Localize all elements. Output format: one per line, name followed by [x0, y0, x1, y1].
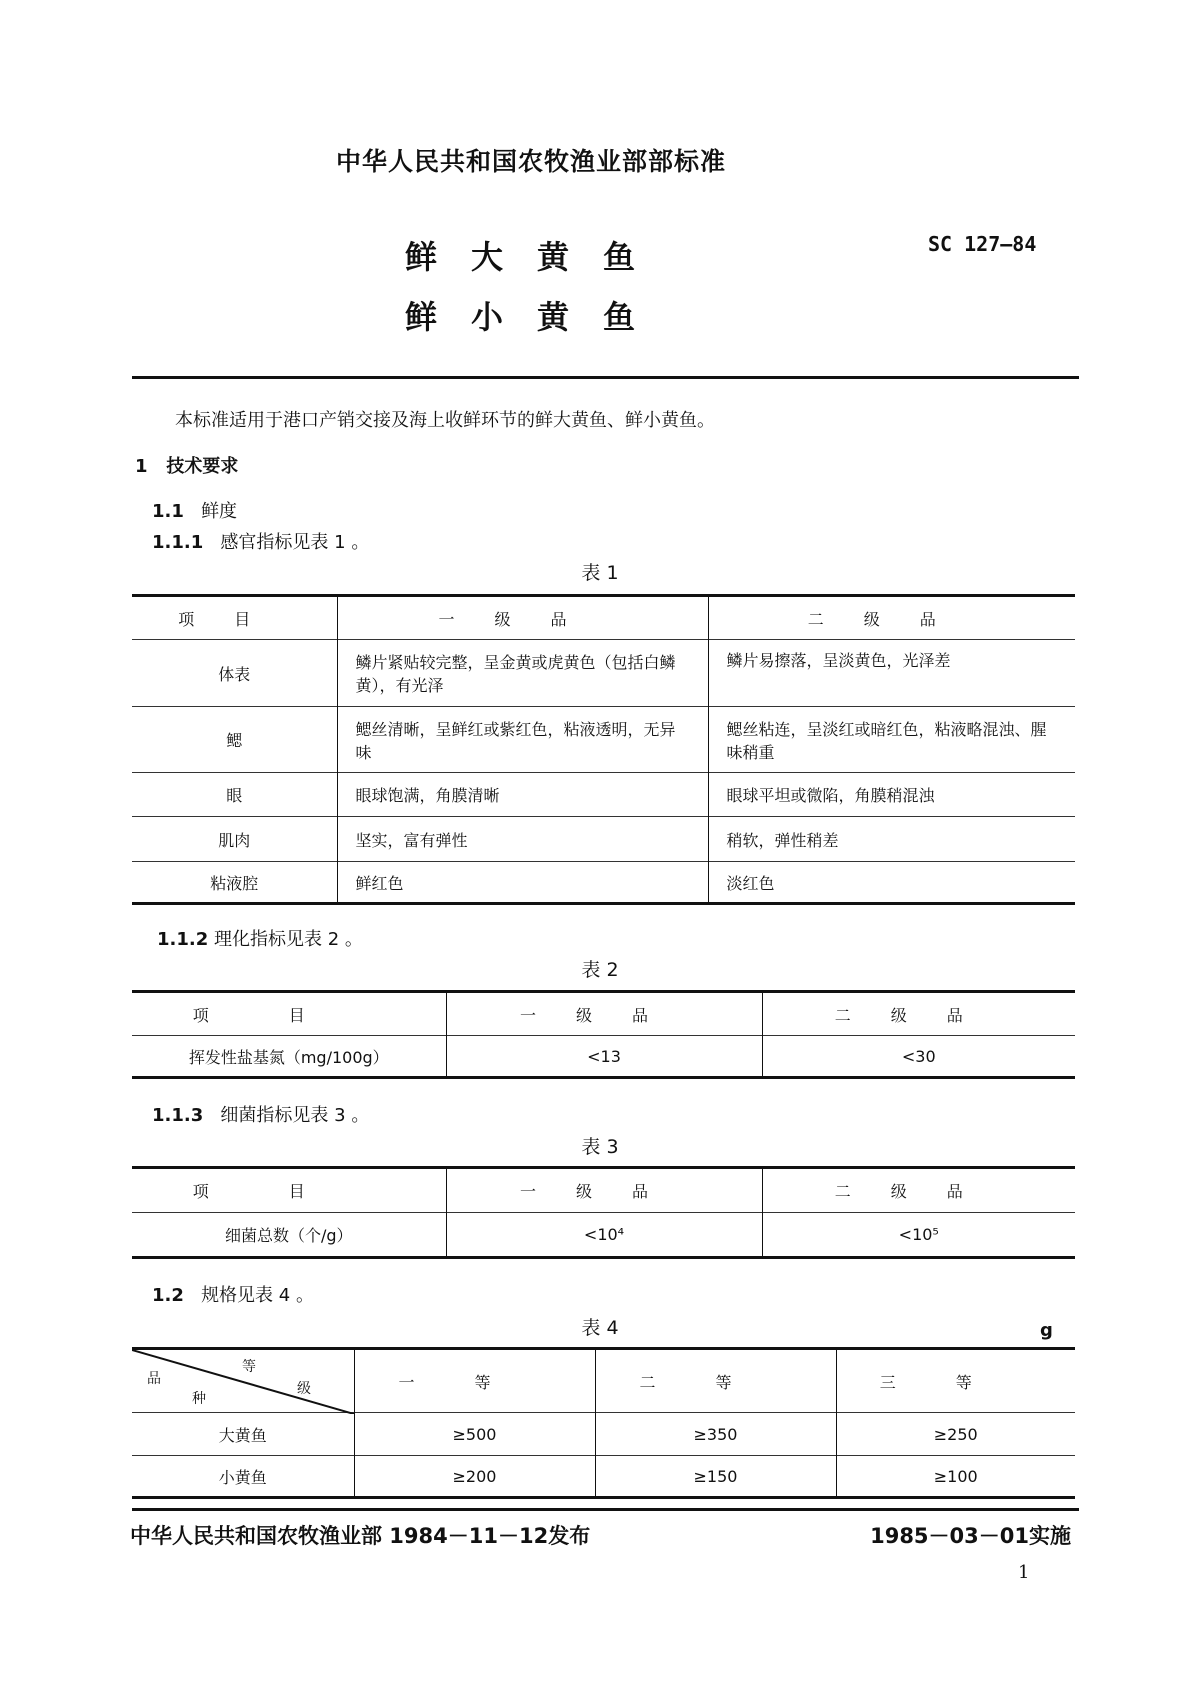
cell: <30 [762, 1036, 1075, 1078]
cell: 挥发性盐基氮（mg/100g） [188, 1047, 389, 1067]
col-header: 项目 [192, 1005, 385, 1025]
table-row [132, 1413, 1075, 1456]
intro-paragraph: 本标准适用于港口产销交接及海上收鲜环节的鲜大黄鱼、鲜小黄鱼。 [175, 410, 715, 431]
cell: <10⁵ [762, 1213, 1075, 1258]
section-text: 技术要求 [166, 456, 239, 477]
table-row [132, 1036, 1075, 1078]
col-header: 一级品 [446, 1168, 762, 1213]
cell: 鳞片紧贴较完整，呈金黄或虎黄色（包括白鳞黄），有光泽 [337, 640, 708, 707]
table-row [132, 1213, 1075, 1258]
section-1-2 [152, 1281, 314, 1307]
section-text: 感官指标见表 1 。 [220, 532, 370, 553]
cell: ≥100 [836, 1456, 1075, 1498]
section-text: 规格见表 4 。 [201, 1285, 314, 1306]
table-row [132, 1456, 1075, 1498]
section-num: 1.2 [152, 1285, 184, 1306]
cell: 肌肉 [218, 830, 251, 850]
title-rule [132, 376, 1079, 379]
cell: ≥200 [354, 1456, 595, 1498]
issue-date: 中华人民共和国农牧渔业部 1984－11－12发布 [130, 1524, 591, 1548]
cell: ≥150 [595, 1456, 836, 1498]
col-header: 二级品 [762, 992, 1075, 1036]
section-num: 1 [135, 456, 148, 477]
section-num: 1.1.2 [157, 929, 209, 950]
standard-code: SC 127—84 [928, 232, 1037, 256]
effective-date: 1985－03－01实施 [870, 1524, 1071, 1548]
table3-caption: 表 3 [581, 1136, 619, 1158]
issuer-header: 中华人民共和国农牧渔业部部标准 [335, 147, 726, 176]
cell: <10⁴ [446, 1213, 762, 1258]
table-3 [132, 1166, 1075, 1259]
cell: 鳞片易擦落，呈淡黄色，光泽差 [708, 640, 1075, 707]
table4-caption: 表 4 [581, 1317, 619, 1339]
cell: ≥500 [354, 1413, 595, 1456]
section-num: 1.1 [152, 501, 184, 522]
section-1-1-1 [152, 528, 369, 554]
title-line-1: 鲜大黄鱼 [405, 238, 670, 276]
col-header: 二等 [595, 1349, 836, 1413]
title-line-2: 鲜小黄鱼 [405, 298, 670, 336]
section-1-1 [152, 497, 237, 523]
cell: 眼球饱满，角膜清晰 [337, 773, 708, 817]
table-row [132, 707, 1075, 773]
col-header: 项目 [192, 1182, 385, 1201]
page-number: 1 [1018, 1562, 1030, 1583]
corner-header [132, 1349, 354, 1413]
table-row [132, 817, 1075, 862]
table2-caption: 表 2 [581, 959, 619, 981]
cell: ≥350 [595, 1413, 836, 1456]
section-text: 理化指标见表 2 。 [213, 929, 363, 950]
section-num: 1.1.1 [152, 532, 204, 553]
cell: 细菌总数（个/g） [224, 1226, 353, 1245]
table-row [132, 773, 1075, 817]
cell: 粘液腔 [210, 873, 259, 893]
col-header: 一级品 [446, 992, 762, 1036]
cell: 小黄鱼 [218, 1467, 267, 1487]
corner-label: 等 [242, 1359, 256, 1375]
cell: 大黄鱼 [218, 1425, 267, 1445]
corner-label: 种 [192, 1391, 206, 1407]
cell: 坚实，富有弹性 [337, 817, 708, 862]
section-1-1-2 [157, 925, 363, 951]
col-header: 三等 [836, 1349, 1075, 1413]
cell: 眼球平坦或微陷，角膜稍混浊 [708, 773, 1075, 817]
col-header: 二级品 [762, 1168, 1075, 1213]
col-header: 一等 [354, 1349, 595, 1413]
cell: 鳃丝清晰，呈鲜红或紫红色，粘液透明，无异味 [337, 707, 708, 773]
table-2 [132, 990, 1075, 1079]
corner-label: 级 [297, 1381, 311, 1397]
table4-unit: g [1040, 1320, 1053, 1341]
cell: 鳃丝粘连，呈淡红或暗红色，粘液略混浊、腥味稍重 [708, 707, 1075, 773]
cell: 淡红色 [708, 862, 1075, 904]
table-1 [132, 594, 1075, 905]
section-num: 1.1.3 [152, 1105, 204, 1126]
footer-rule [132, 1508, 1079, 1511]
cell: <13 [446, 1036, 762, 1078]
section-text: 鲜度 [201, 501, 238, 522]
corner-label: 品 [147, 1371, 161, 1387]
cell: 鲜红色 [337, 862, 708, 904]
table-row [132, 862, 1075, 904]
section-1 [135, 452, 238, 478]
col-header: 一级品 [337, 596, 708, 640]
col-header: 二级品 [708, 596, 1075, 640]
cell: 稍软，弹性稍差 [708, 817, 1075, 862]
table1-caption: 表 1 [581, 562, 619, 584]
cell: 眼 [226, 786, 243, 805]
section-1-1-3 [152, 1101, 369, 1127]
col-header: 项目 [178, 609, 291, 629]
cell: 鳃 [226, 731, 243, 750]
cell: ≥250 [836, 1413, 1075, 1456]
section-text: 细菌指标见表 3 。 [220, 1105, 370, 1126]
table-row [132, 640, 1075, 707]
cell: 体表 [218, 664, 251, 684]
table-4 [132, 1347, 1075, 1499]
